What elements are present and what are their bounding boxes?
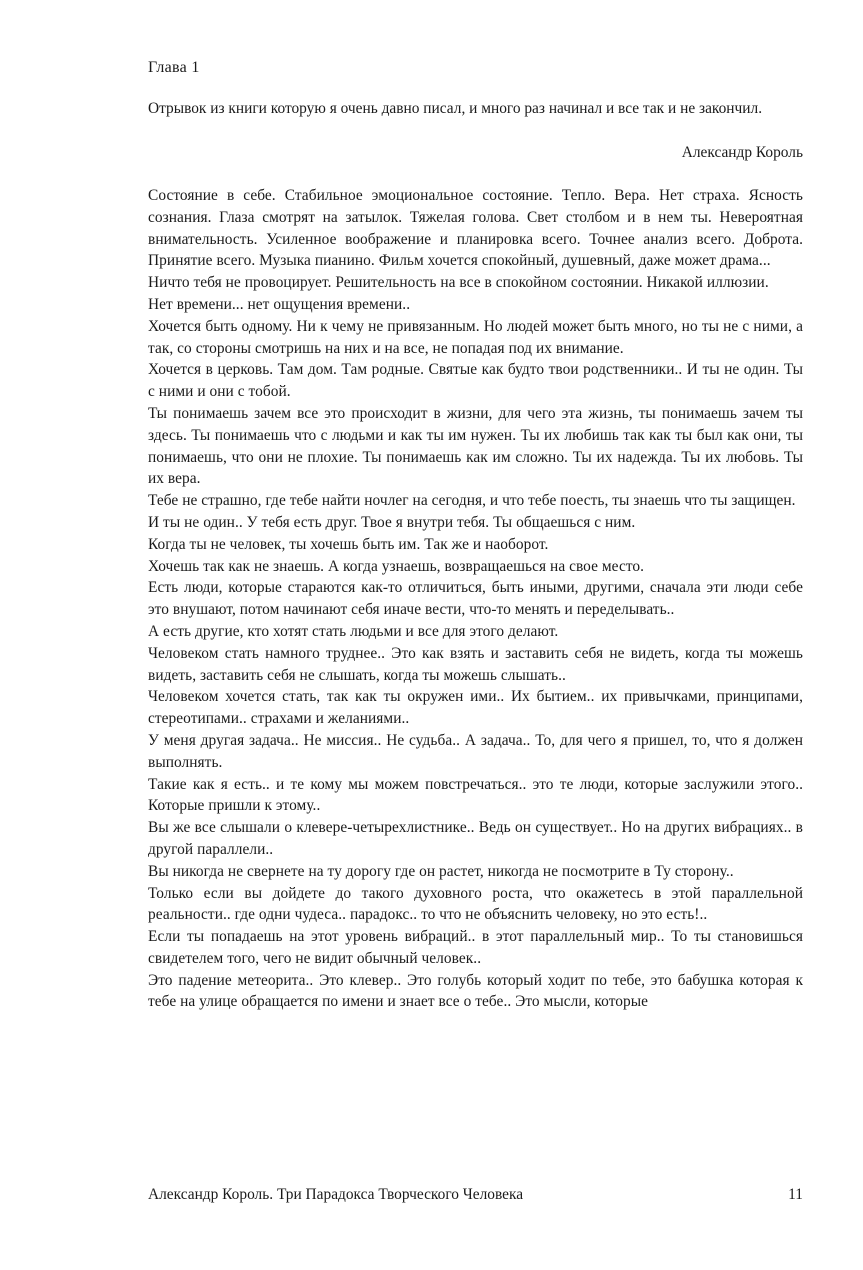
epigraph-author: Александр Король: [681, 144, 803, 161]
paragraph: Ты понимаешь зачем все это происходит в жизни, для чего эта жизнь, ты понимаешь зачем ты здесь. Ты понимаешь что с людьми и как ты им нужен. Ты их любишь так как ты был как они, ты понимаешь, что они не плохие. Ты понимаешь как им сложно. Ты их надежда. Ты их любовь. Ты их вера.: [148, 404, 803, 488]
epigraph-text: Отрывок из книги которую я очень давно писал, и много раз начинал и все так и не закончил.: [148, 100, 763, 117]
paragraph: Состояние в себе. Стабильное эмоциональное состояние. Тепло. Вера. Нет страха. Ясность сознания. Глаза смотрят на затылок. Тяжелая голова. Свет столбом и в нем ты. Невероятная внимательность. Усиленное воображение и планировка всего. Точнее анализ всего. Доброта. Принятие всего. Музыка пианино. Фильм хочется спокойный, душевный, даже может драма...: [148, 187, 803, 270]
paragraph: Если ты попадаешь на этот уровень вибраций.. в этот параллельный мир.. То ты становишься свидетелем того, чего не видит обычный человек..: [148, 928, 803, 967]
paragraph: Хочешь так как не знаешь. А когда узнаешь, возвращаешься на свое место.: [148, 557, 645, 575]
paragraph: Человеком хочется стать, так как ты окружен ими.. Их бытием.. их привычками, принципами, стереотипами.. страхами и желаниями..: [148, 688, 803, 728]
paragraph: А есть другие, кто хотят стать людьми и все для этого делают.: [148, 622, 559, 640]
paragraph: Только если вы дойдете до такого духовного роста, что окажетесь в этой параллельной реальности.. где одни чудеса.. парадокс.. то что не объяснить человеку, но это есть!..: [148, 884, 803, 924]
body-text: [148, 185, 803, 1013]
paragraph: Когда ты не человек, ты хочешь быть им. Так же и наоборот.: [148, 535, 549, 553]
paragraph: Такие как я есть.. и те кому мы можем повстречаться.. это те люди, которые заслужили этого.. Которые пришли к этому..: [148, 775, 803, 815]
paragraph: Человеком стать намного труднее.. Это как взять и заставить себя не видеть, когда ты можешь видеть, заставить себя не слышать, когда ты можешь слышать..: [148, 644, 803, 684]
book-page: [148, 0, 803, 1270]
paragraph: Хочется быть одному. Ни к чему не привязанным. Но людей может быть много, но ты не с ними, а так, со стороны смотришь на них и на все, не попадая под их внимание.: [148, 317, 803, 357]
paragraph: У меня другая задача.. Не миссия.. Не судьба.. А задача.. То, для чего я пришел, то, что я должен выполнять.: [148, 731, 803, 771]
chapter-heading: Глава 1: [148, 59, 200, 76]
paragraph: Это падение метеорита.. Это клевер.. Это голубь который ходит по тебе, это бабушка которая к тебе на улице обращается по имени и знает все о тебе.. Это мысли, которые: [148, 971, 803, 1011]
paragraph: Вы же все слышали о клевере-четырехлистнике.. Ведь он существует.. Но на других вибрациях.. в другой параллели..: [148, 819, 803, 858]
page-number: 11: [788, 1186, 803, 1203]
paragraph: Вы никогда не свернете на ту дорогу где он растет, никогда не посмотрите в Ту сторону..: [148, 862, 734, 880]
paragraph: И ты не один.. У тебя есть друг. Твое я внутри тебя. Ты общаешься с ним.: [148, 513, 636, 531]
running-footer-title: Александр Король. Три Парадокса Творческого Человека: [148, 1186, 524, 1203]
paragraph: Есть люди, которые стараются как-то отличиться, быть иными, другими, сначала эти люди себе это внушают, потом начинают себя иначе вести, что-то менять и переделывать..: [148, 579, 803, 619]
paragraph: Ничто тебя не провоцирует. Решительность на все в спокойном состоянии. Никакой иллюзии.: [148, 274, 769, 292]
paragraph: Нет времени... нет ощущения времени..: [148, 295, 411, 313]
paragraph: Хочется в церковь. Там дом. Там родные. Святые как будто твои родственники.. И ты не один. Ты с ними и они с тобой.: [148, 361, 803, 401]
paragraph: Тебе не страшно, где тебе найти ночлег на сегодня, и что тебе поесть, ты знаешь что ты защищен.: [148, 492, 796, 510]
